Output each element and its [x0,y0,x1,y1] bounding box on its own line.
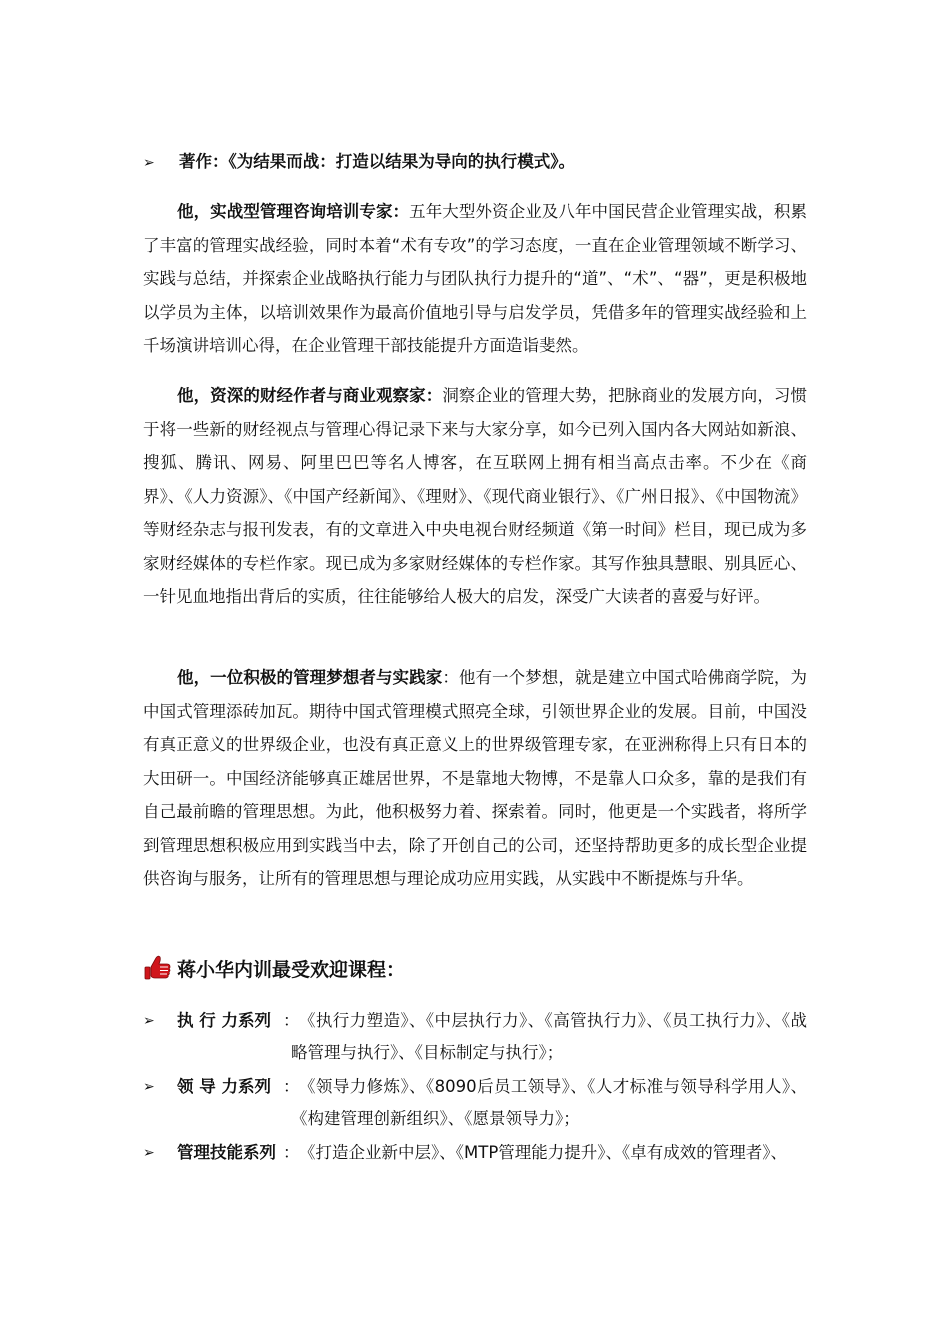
paragraph-body: 五年大型外资企业及八年中国民营企业管理实战，积累了丰富的管理实战经验，同时本着“术有专攻”的学习态度，一直在企业管理领域不断学习、实践与总结，并探索企业战略执行能力与团队执行力提升的“道”、“术”、“器”，更是积极地以学员为主体，以培训效果作为最高价值地引导与启发学员，凭借多年的管理实战经验和上千场演讲培训心得，在企业管理干部技能提升方面造诣斐然。 [143,202,808,355]
arrow-bullet-icon: ➢ [143,1013,155,1029]
section-title: 蒋小华内训最受欢迎课程： [177,959,406,981]
bio-paragraph [143,661,807,896]
course-series-name: 执 行 力系列 [177,1011,271,1030]
course-colon: ： [283,1077,300,1096]
arrow-bullet-icon: ➢ [143,155,155,171]
course-series-name: 领 导 力系列 [177,1077,271,1096]
section-heading [143,955,405,985]
arrow-bullet-icon: ➢ [143,1145,155,1161]
arrow-bullet-icon: ➢ [143,1079,155,1095]
paragraph-body: ：他有一个梦想，就是建立中国式哈佛商学院，为中国式管理添砖加瓦。期待中国式管理模式照亮全球，引领世界企业的发展。目前，中国没有真正意义的世界级企业，也没有真正意义上的世界级管理专家，在亚洲称得上只有日本的大田研一。中国经济能够真正雄居世界，不是靠地大物博，不是靠人口众多，靠的是我们有自己最前瞻的管理思想。为此，他积极努力着、探索着。同时，他更是一个实践者，将所学到管理思想积极应用到实践当中去，除了开创自己的公司，还坚持帮助更多的成长型企业提供咨询与服务，让所有的管理思想与理论成功应用实践，从实践中不断提炼与升华。 [143,668,808,888]
course-list: 《打造企业新中层》、《MTP管理能力提升》、《卓有成效的管理者》、 [299,1143,788,1162]
paragraph-lead: 他，实战型管理咨询培训专家： [177,202,410,221]
course-series-name: 管理技能系列 [177,1143,276,1162]
course-list: 《执行力塑造》、《中层执行力》、《高管执行力》、《员工执行力》、《战略管理与执行》、《目标制定与执行》； [291,1011,807,1062]
paragraph-lead: 他，资深的财经作者与商业观察家： [177,386,443,405]
book-line [143,150,575,175]
bio-paragraph [143,195,807,363]
bio-paragraph [143,379,807,614]
course-colon: ： [283,1143,300,1162]
paragraph-lead: 他，一位积极的管理梦想者与实践家 [177,668,443,687]
book-title: 著作：《为结果而战：打造以结果为导向的执行模式》。 [179,152,575,171]
paragraph-body: 洞察企业的管理大势，把脉商业的发展方向，习惯于将一些新的财经视点与管理心得记录下来与大家分享，如今已列入国内各大网站如新浪、搜狐、腾讯、网易、阿里巴巴等名人博客，在互联网上拥有相当高点击率。不少在《商界》、《人力资源》、《中国产经新闻》、《理财》、《现代商业银行》、《广州日报》、《中国物流》等财经杂志与报刊发表，有的文章进入中央电视台财经频道《第一时间》栏目，现已成为多家财经媒体的专栏作家。现已成为多家财经媒体的专栏作家。其写作独具慧眼、别具匠心、一针见血地指出背后的实质，往往能够给人极大的启发，深受广大读者的喜爱与好评。 [143,386,808,606]
course-list: 《领导力修炼》、《8090后员工领导》、《人才标准与领导科学用人》、《构建管理创新组织》、《愿景领导力》； [291,1077,807,1128]
thumbs-up-icon [143,955,173,981]
course-colon: ： [283,1011,300,1030]
